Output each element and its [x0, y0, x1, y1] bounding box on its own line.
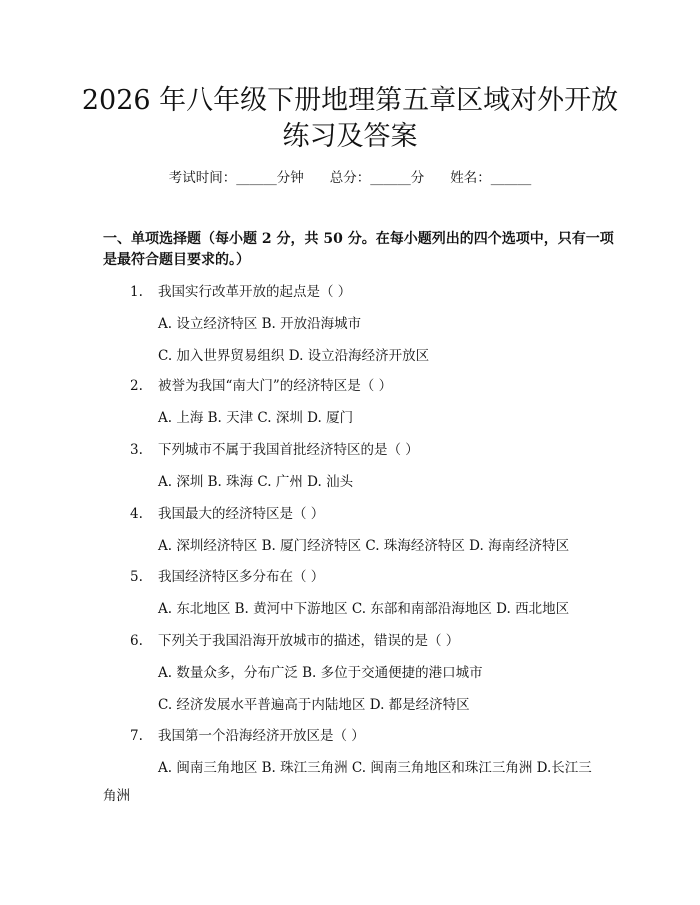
- exam-time-field: 考试时间：______分钟: [168, 170, 304, 186]
- question-options: A. 东北地区 B. 黄河中下游地区 C. 东部和南部沿海地区 D. 西北地区: [158, 601, 570, 617]
- student-name-field: 姓名：______: [450, 170, 532, 186]
- section-heading-line1: 一、单项选择题（每小题 2 分，共 50 分。在每小题列出的四个选项中，只有一项: [103, 231, 614, 247]
- question-options: A. 深圳 B. 珠海 C. 广州 D. 汕头: [158, 474, 354, 490]
- question-stem: 下列城市不属于我国首批经济特区的是（ ）: [158, 442, 419, 458]
- question-options: A. 深圳经济特区 B. 厦门经济特区 C. 珠海经济特区 D. 海南经济特区: [158, 538, 570, 554]
- question-options: A. 数量众多，分布广泛 B. 多位于交通便捷的港口城市: [158, 665, 483, 681]
- question-stem: 我国实行改革开放的起点是（ ）: [158, 284, 352, 300]
- question-stem: 我国第一个沿海经济开放区是（ ）: [158, 728, 365, 744]
- question-number: 3.: [130, 442, 143, 458]
- question-options: A. 上海 B. 天津 C. 深圳 D. 厦门: [158, 410, 354, 426]
- question-number: 1.: [130, 284, 143, 300]
- question-number: 7.: [130, 728, 143, 744]
- section-heading-line2: 是最符合题目要求的。）: [103, 252, 250, 268]
- question-options: C. 经济发展水平普遍高于内陆地区 D. 都是经济特区: [158, 697, 470, 713]
- question-options: C. 加入世界贸易组织 D. 设立沿海经济开放区: [158, 348, 430, 364]
- question-number: 6.: [130, 633, 143, 649]
- question-options: A. 设立经济特区 B. 开放沿海城市: [158, 316, 362, 332]
- question-number: 2.: [130, 378, 143, 394]
- question-options: A. 闽南三角地区 B. 珠江三角洲 C. 闽南三角地区和珠江三角洲 D.长江三角洲: [103, 760, 592, 804]
- question-number: 5.: [130, 569, 143, 585]
- question-stem: 我国最大的经济特区是（ ）: [158, 506, 325, 522]
- total-score-field: 总分：______分: [329, 170, 425, 186]
- document-title-line1: 2026 年八年级下册地理第五章区域对外开放: [81, 85, 619, 116]
- exam-info-line: [0, 168, 700, 188]
- question-stem: 我国经济特区多分布在（ ）: [158, 569, 325, 585]
- question-number: 4.: [130, 506, 143, 522]
- question-stem: 下列关于我国沿海开放城市的描述，错误的是（ ）: [158, 633, 460, 649]
- document-title-line2: 练习及答案: [282, 121, 418, 152]
- question-stem: 被誉为我国“南大门”的经济特区是（ ）: [158, 378, 393, 394]
